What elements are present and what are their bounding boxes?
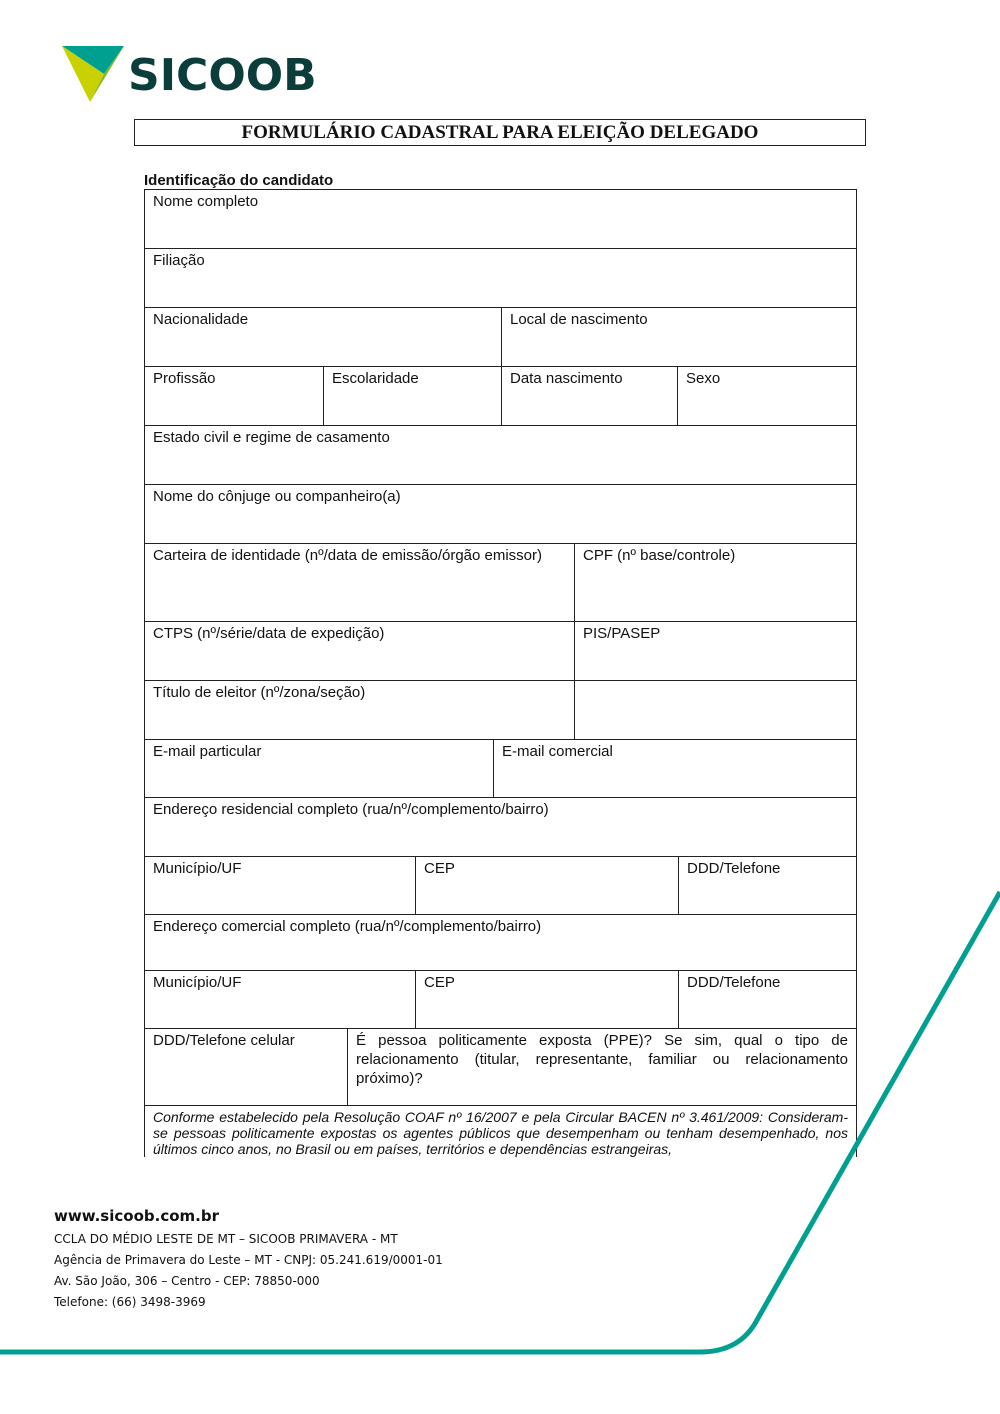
- field-ppe[interactable]: É pessoa politicamente exposta (PPE)? Se sim, qual o tipo de relacionamento (titular, representante, familiar ou relacionamento próximo)?: [347, 1029, 856, 1105]
- field-tel-res[interactable]: DDD/Telefone: [678, 857, 856, 914]
- field-pis[interactable]: PIS/PASEP: [574, 622, 856, 680]
- field-sexo[interactable]: Sexo: [677, 367, 856, 425]
- field-conjuge[interactable]: Nome do cônjuge ou companheiro(a): [153, 488, 401, 505]
- field-cpf[interactable]: CPF (nº base/controle): [574, 544, 856, 621]
- field-ctps[interactable]: CTPS (nº/série/data de expedição): [153, 625, 385, 642]
- field-email-comercial[interactable]: E-mail comercial: [493, 740, 856, 797]
- field-data-nascimento[interactable]: Data nascimento: [501, 367, 677, 425]
- footer-line-4: Telefone: (66) 3498-3969: [54, 1295, 206, 1309]
- footer-url[interactable]: www.sicoob.com.br: [54, 1207, 219, 1225]
- row-email: [144, 739, 857, 798]
- row-filiacao: [144, 248, 857, 308]
- field-cep-res[interactable]: CEP: [415, 857, 678, 914]
- field-celular[interactable]: DDD/Telefone celular: [153, 1032, 295, 1049]
- row-nome: [144, 189, 857, 249]
- row-ctps: [144, 621, 857, 681]
- field-identidade[interactable]: Carteira de identidade (nº/data de emissão/órgão emissor): [153, 547, 543, 564]
- row-profissao: [144, 366, 857, 426]
- section-label: Identificação do candidato: [144, 172, 334, 189]
- field-profissao[interactable]: Profissão: [153, 370, 216, 387]
- footer: [54, 1205, 443, 1313]
- row-municipio-com: [144, 970, 857, 1029]
- row-end-residencial: [144, 797, 857, 857]
- field-tel-com[interactable]: DDD/Telefone: [678, 971, 856, 1028]
- field-nacionalidade[interactable]: Nacionalidade: [153, 311, 249, 328]
- field-titulo[interactable]: Título de eleitor (nº/zona/seção): [153, 684, 366, 701]
- field-end-comercial[interactable]: Endereço comercial completo (rua/nº/complemento/bairro): [153, 918, 542, 935]
- footer-line-2: Agência de Primavera do Leste – MT - CNPJ: 05.241.619/0001-01: [54, 1253, 443, 1267]
- field-cep-com[interactable]: CEP: [415, 971, 678, 1028]
- field-filiacao[interactable]: Filiação: [153, 252, 205, 269]
- row-celular: [144, 1028, 857, 1106]
- field-municipio-com[interactable]: Município/UF: [153, 974, 242, 991]
- row-nacionalidade: [144, 307, 857, 367]
- row-end-comercial: [144, 914, 857, 971]
- field-nome[interactable]: Nome completo: [153, 193, 259, 210]
- row-identidade: [144, 543, 857, 622]
- field-blank[interactable]: [574, 681, 856, 739]
- field-municipio-res[interactable]: Município/UF: [153, 860, 242, 877]
- ppe-note: Conforme estabelecido pela Resolução COAF nº 16/2007 e pela Circular BACEN nº 3.461/2009: Consideram-se pessoas politicamente expostas os agentes públicos que desempenham ou tenham desempenhado, nos últimos cinco anos, no Brasil ou em países, territórios e dependências estrangeiras,: [144, 1105, 857, 1157]
- row-municipio-res: [144, 856, 857, 915]
- form-title: FORMULÁRIO CADASTRAL PARA ELEIÇÃO DELEGADO: [134, 119, 866, 146]
- field-local-nascimento[interactable]: Local de nascimento: [501, 308, 856, 366]
- field-escolaridade[interactable]: Escolaridade: [323, 367, 501, 425]
- field-end-residencial[interactable]: Endereço residencial completo (rua/nº/complemento/bairro): [153, 801, 549, 818]
- field-estado-civil[interactable]: Estado civil e regime de casamento: [153, 429, 390, 446]
- field-email-particular[interactable]: E-mail particular: [153, 743, 262, 760]
- row-conjuge: [144, 484, 857, 544]
- brand-name: SICOOB: [128, 50, 317, 101]
- row-estado-civil: [144, 425, 857, 485]
- footer-line-3: Av. São João, 306 – Centro - CEP: 78850-000: [54, 1274, 320, 1288]
- row-titulo: [144, 680, 857, 740]
- footer-line-1: CCLA DO MÉDIO LESTE DE MT – SICOOB PRIMAVERA - MT: [54, 1232, 398, 1246]
